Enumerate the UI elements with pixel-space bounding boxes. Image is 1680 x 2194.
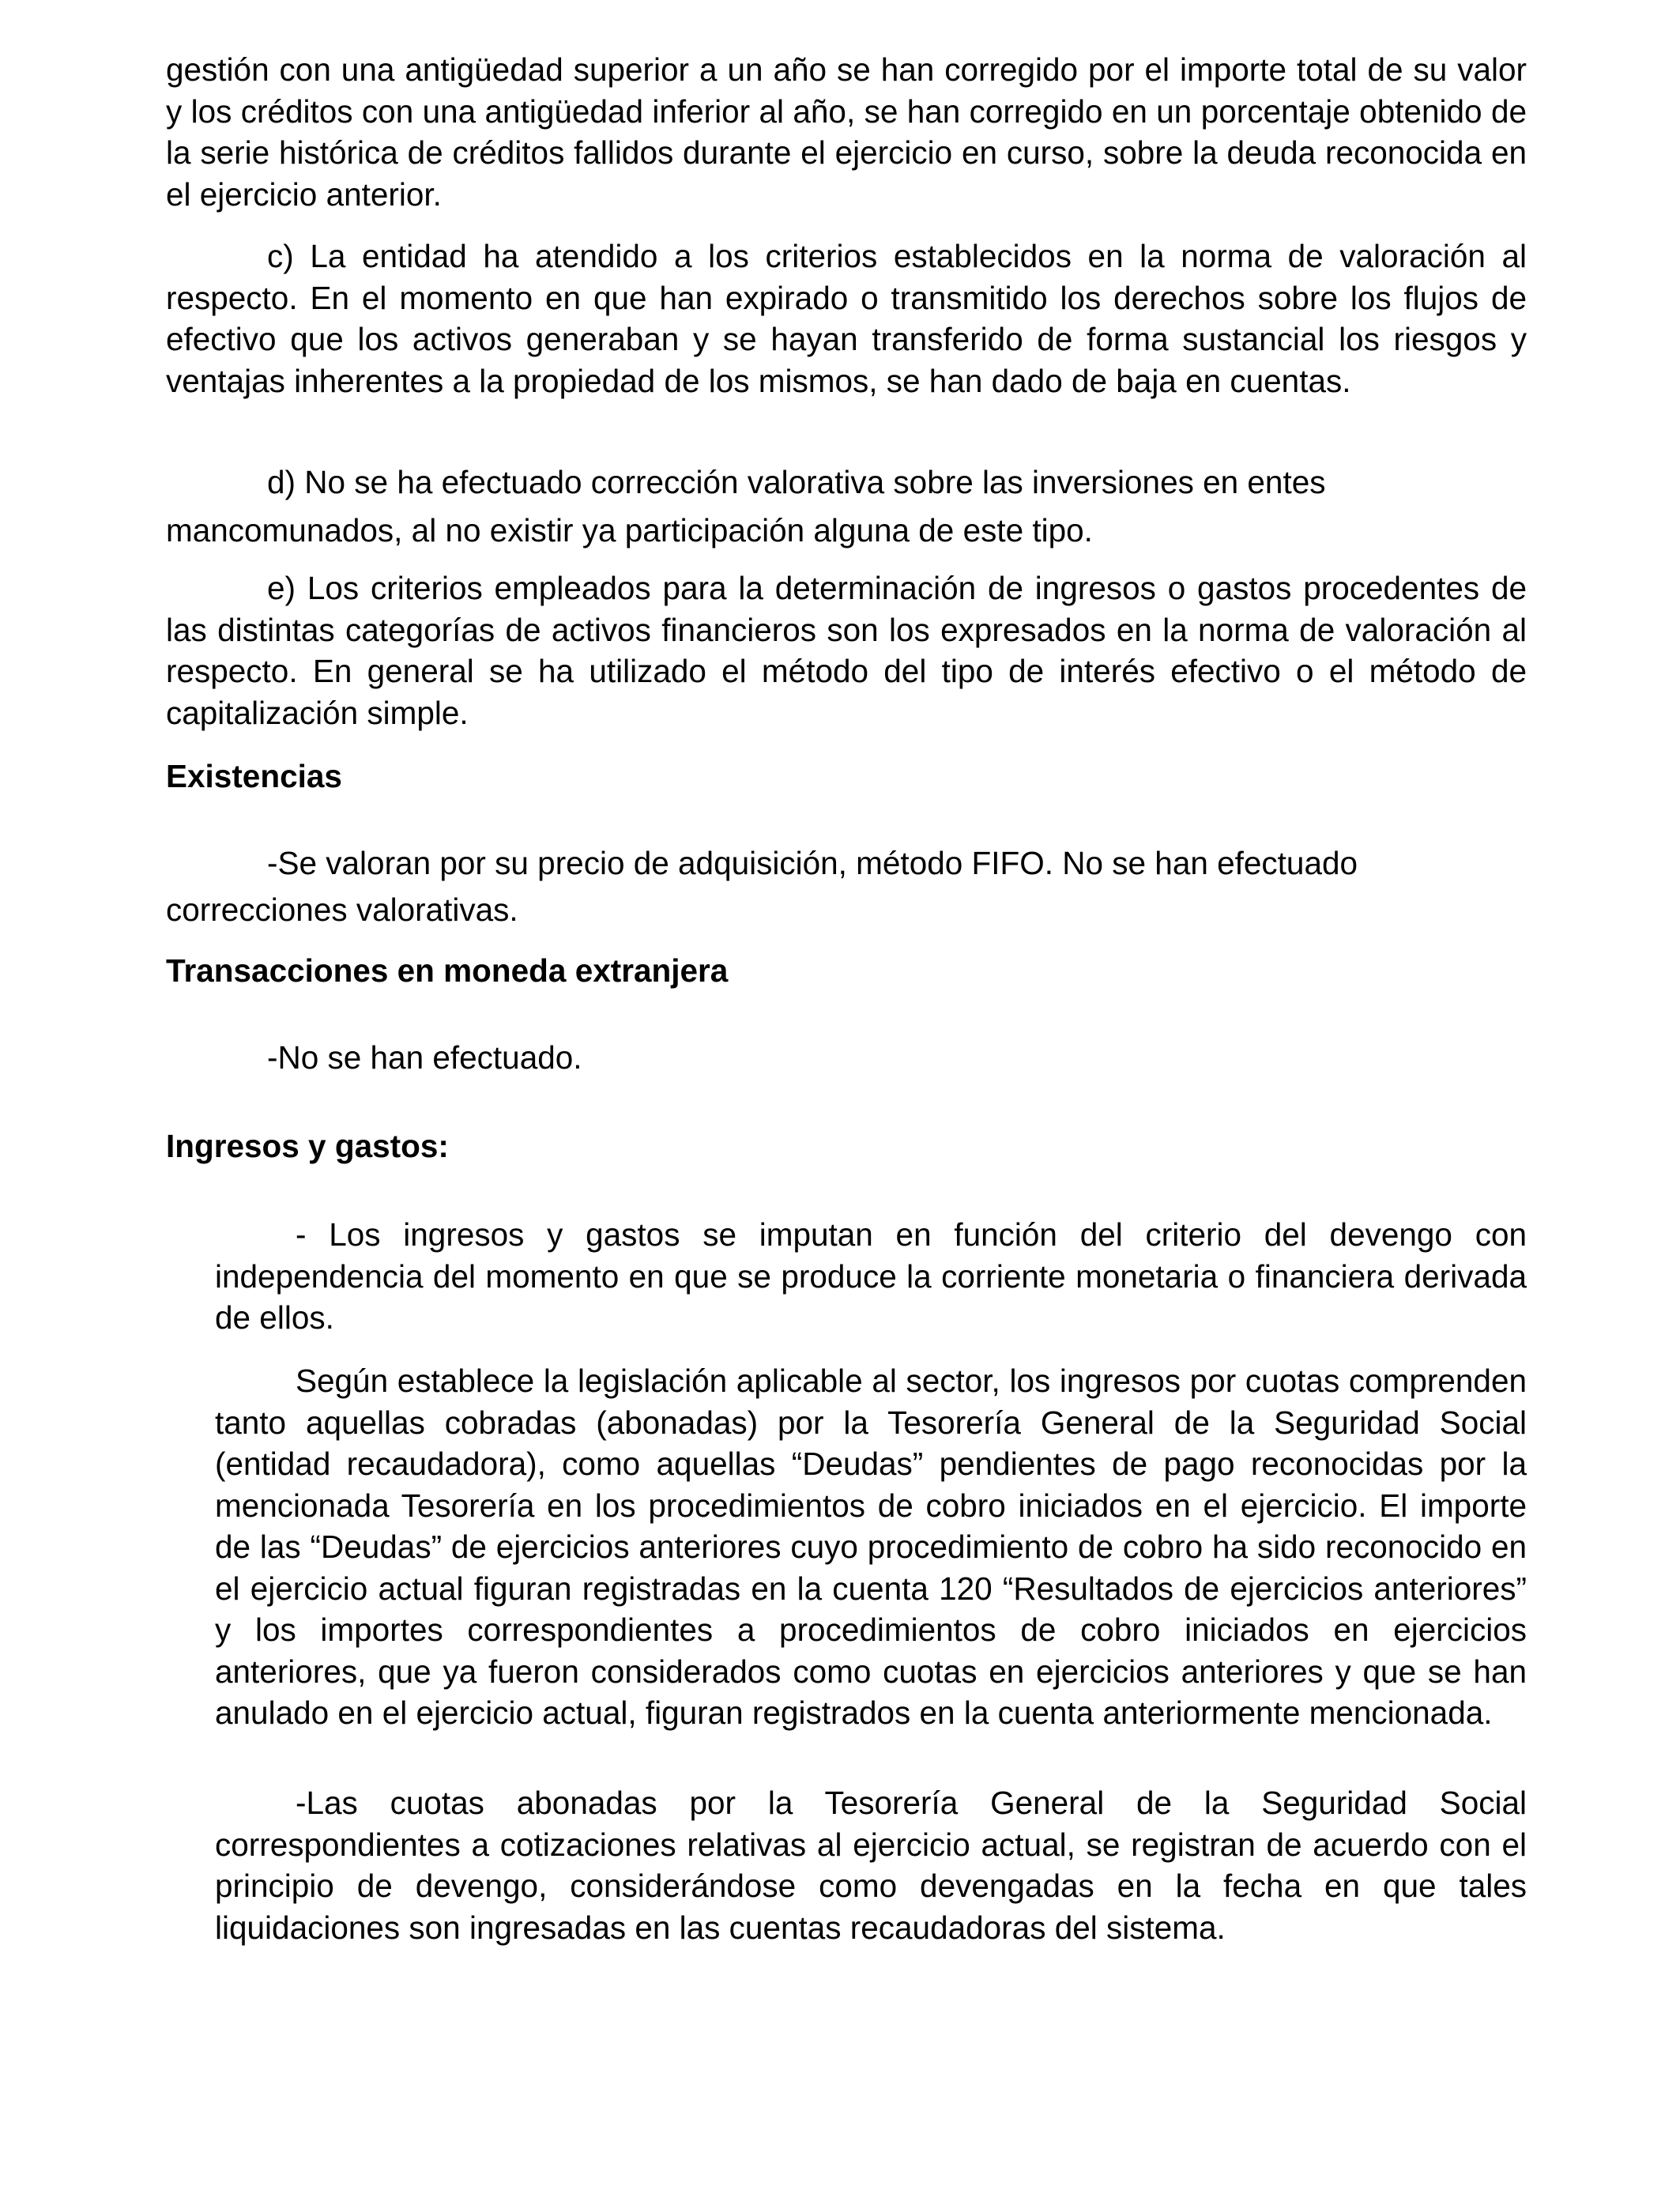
paragraph-c-derecognition: c) La entidad ha atendido a los criterios establecidos en la norma de valoración al respecto. En el momento en que han expirado o transmitido los derechos sobre los flujos de efectivo que los activos generaban y se hayan transferido de forma sustancial los riesgos y ventajas inherentes a la propiedad de los mismos, se han dado de baja en cuentas. [166, 238, 1527, 399]
paragraph-transacciones: -No se han efectuado. [267, 1039, 582, 1076]
existencias-line-2: correcciones valorativas. [166, 891, 518, 928]
paragraph-d-line-1: d) No se ha efectuado corrección valorativa sobre las inversiones en entes [267, 464, 1326, 500]
paragraph-d-line-2: mancomunados, al no existir ya participación alguna de este tipo. [166, 511, 1093, 548]
paragraph-existencias [166, 843, 1527, 930]
heading-ingresos-y-gastos: Ingresos y gastos: [166, 1128, 449, 1164]
existencias-line-1: -Se valoran por su precio de adquisición, método FIFO. No se han efectuado [267, 845, 1358, 881]
paragraph-credit-correction: gestión con una antigüedad superior a un año se han corregido por el importe total de su valor y los créditos con una antigüedad inferior al año, se han corregido en un porcentaje obtenido de la serie histórica de créditos fallidos durante el ejercicio en curso, sobre la deuda reconocida en el ejercicio anterior. [166, 51, 1527, 213]
heading-transacciones-moneda-extranjera: Transacciones en moneda extranjera [166, 952, 729, 989]
heading-existencias: Existencias [166, 758, 342, 794]
paragraph-ingresos-cuotas: Según establece la legislación aplicable al sector, los ingresos por cuotas comprenden tanto aquellas cobradas (abonadas) por la Tesorería General de la Seguridad Social (entidad recaudadora), como aquellas “Deudas” pendientes de pago reconocidas por la mencionada Tesorería en los procedimientos de cobro iniciados en el ejercicio. El importe de las “Deudas” de ejercicios anteriores cuyo procedimiento de cobro ha sido reconocido en el ejercicio actual figuran registradas en la cuenta 120 “Resultados de ejercicios anteriores” y los importes correspondientes a procedimientos de cobro iniciados en ejercicios anteriores, que ya fueron considerados como cuotas en ejercicios anteriores y que se han anulado en el ejercicio actual, figuran registrados en la cuenta anteriormente mencionada. [215, 1363, 1527, 1731]
paragraph-ingresos-devengo: - Los ingresos y gastos se imputan en función del criterio del devengo con independencia del momento en que se produce la corriente monetaria o financiera derivada de ellos. [215, 1216, 1527, 1336]
paragraph-d-mancomunados [166, 462, 1527, 551]
paragraph-e-income-criteria: e) Los criterios empleados para la determinación de ingresos o gastos procedentes de las distintas categorías de activos financieros son los expresados en la norma de valoración al respecto. En general se ha utilizado el método del tipo de interés efectivo o el método de capitalización simple. [166, 570, 1527, 731]
paragraph-ingresos-cotizaciones: -Las cuotas abonadas por la Tesorería General de la Seguridad Social correspondientes a cotizaciones relativas al ejercicio actual, se registran de acuerdo con el principio de devengo, considerándose como devengadas en la fecha en que tales liquidaciones son ingresadas en las cuentas recaudadoras del sistema. [215, 1785, 1527, 1946]
